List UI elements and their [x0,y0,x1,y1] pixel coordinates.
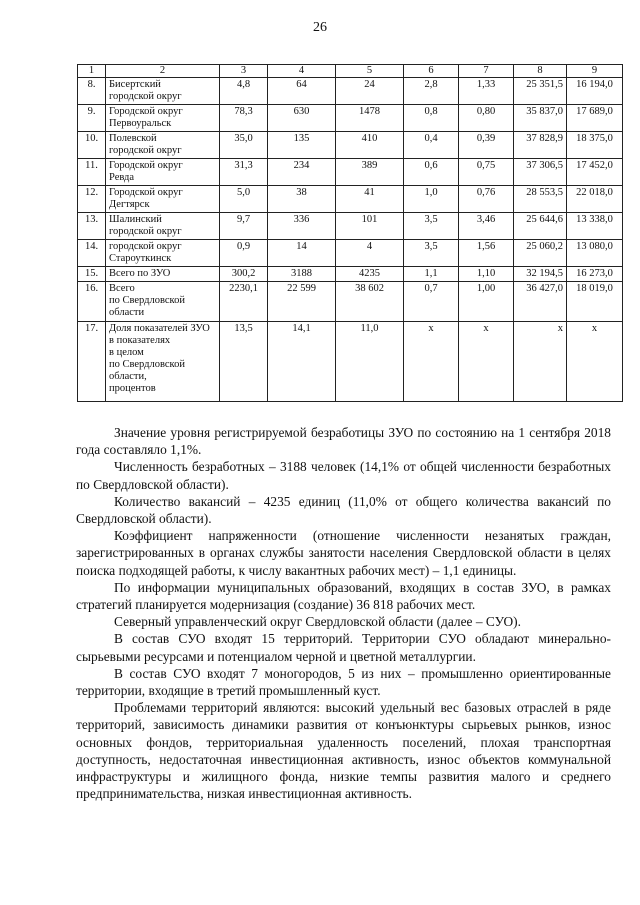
value-cell: 37 828,9 [514,132,567,159]
value-cell: 135 [268,132,336,159]
value-cell: 18 375,0 [567,132,623,159]
value-cell: 0,9 [220,240,268,267]
value-cell: 4235 [336,267,404,282]
value-cell: 18 019,0 [567,282,623,322]
row-number-cell: 13. [78,213,106,240]
row-number-cell: 11. [78,159,106,186]
value-cell: 35 837,0 [514,105,567,132]
table-header-cell: 9 [567,65,623,78]
value-cell: 11,0 [336,322,404,402]
value-cell: 1478 [336,105,404,132]
value-cell: 9,7 [220,213,268,240]
page-number: 26 [313,20,327,35]
table-header-cell: 3 [220,65,268,78]
value-cell: 3,5 [404,213,459,240]
value-cell: 32 194,5 [514,267,567,282]
value-cell: 14,1 [268,322,336,402]
value-cell: 0,80 [459,105,514,132]
value-cell: 22 599 [268,282,336,322]
table-row [78,159,623,186]
value-cell: 17 689,0 [567,105,623,132]
value-cell: 3,5 [404,240,459,267]
value-cell: 17 452,0 [567,159,623,186]
table-row [78,78,623,105]
paragraph: Проблемами территорий являются: высокий удельный вес базовых отраслей в ряде территорий, зависимость динамики развития от конъюнктуры сырьевых рынков, износ основных фондов, территориальная удаленность поселений, плохая транспортная доступность, недостаточная инвестиционная активность, износ объектов коммунальной инфраструктуры и жилищного фонда, низкие темпы развития малого и среднего предпринимательства, низкая инвестиционная активность. [76,700,611,802]
value-cell: 0,8 [404,105,459,132]
value-cell: 13,5 [220,322,268,402]
value-cell: 3188 [268,267,336,282]
table-row [78,132,623,159]
value-cell: 22 018,0 [567,186,623,213]
value-cell: 2230,1 [220,282,268,322]
table-header-cell: 2 [106,65,220,78]
table-header-cell: 4 [268,65,336,78]
value-cell: 5,0 [220,186,268,213]
territory-name-cell: Бисертский городской округ [106,78,220,105]
value-cell: 31,3 [220,159,268,186]
value-cell: 0,39 [459,132,514,159]
value-cell: 14 [268,240,336,267]
table-row [78,322,623,402]
territory-name-cell: Шалинский городской округ [106,213,220,240]
value-cell: 38 [268,186,336,213]
value-cell: 41 [336,186,404,213]
value-cell: 25 060,2 [514,240,567,267]
value-cell: 101 [336,213,404,240]
value-cell: 2,8 [404,78,459,105]
table-header-cell: 7 [459,65,514,78]
value-cell: 16 273,0 [567,267,623,282]
table-body [78,65,623,402]
paragraph: Коэффициент напряженности (отношение численности незанятых граждан, зарегистрированных в органах службы занятости населения Свердловской области в целях поиска подходящей работы, к числу вакантных рабочих мест) – 1,1 единицы. [76,528,611,578]
value-cell: 28 553,5 [514,186,567,213]
territory-name-cell: Городской округ Первоуральск [106,105,220,132]
table-header-cell: 5 [336,65,404,78]
value-cell: x [404,322,459,402]
value-cell: 0,4 [404,132,459,159]
value-cell: 1,1 [404,267,459,282]
territory-name-cell: Городской округ Ревда [106,159,220,186]
territory-name-cell: Доля показателей ЗУО в показателях в целом по Свердловской области, процентов [106,322,220,402]
row-number-cell: 12. [78,186,106,213]
value-cell: 1,10 [459,267,514,282]
value-cell: 24 [336,78,404,105]
value-cell: 0,7 [404,282,459,322]
paragraph: Количество вакансий – 4235 единиц (11,0% от общего количества вакансий по Свердловской области). [76,493,611,527]
value-cell: 3,46 [459,213,514,240]
table-row [78,213,623,240]
territory-name-cell: Городской округ Дегтярск [106,186,220,213]
value-cell: 4,8 [220,78,268,105]
value-cell: x [567,322,623,402]
table-header-cell: 1 [78,65,106,78]
paragraph: В состав СУО входят 7 моногородов, 5 из них – промышленно ориентированные территории, входящие в третий промышленный куст. [76,665,611,699]
value-cell: 0,76 [459,186,514,213]
territory-name-cell: Всего по ЗУО [106,267,220,282]
value-cell: 0,6 [404,159,459,186]
value-cell: 16 194,0 [567,78,623,105]
value-cell: 630 [268,105,336,132]
value-cell: 336 [268,213,336,240]
row-number-cell: 9. [78,105,106,132]
value-cell: 36 427,0 [514,282,567,322]
value-cell: 0,75 [459,159,514,186]
value-cell: 25 351,5 [514,78,567,105]
value-cell: 4 [336,240,404,267]
value-cell: 78,3 [220,105,268,132]
value-cell: 13 080,0 [567,240,623,267]
paragraph: В состав СУО входят 15 территорий. Территории СУО обладают минерально-сырьевыми ресурсами и потенциалом черной и цветной металлургии. [76,631,611,664]
value-cell: 64 [268,78,336,105]
row-number-cell: 16. [78,282,106,322]
table-row [78,240,623,267]
value-cell: x [514,322,567,402]
value-cell: 37 306,5 [514,159,567,186]
territory-name-cell: Всего по Свердловской области [106,282,220,322]
territory-name-cell: Полевской городской округ [106,132,220,159]
table-row [78,282,623,322]
value-cell: 1,00 [459,282,514,322]
row-number-cell: 15. [78,267,106,282]
value-cell: x [459,322,514,402]
value-cell: 13 338,0 [567,213,623,240]
table-row [78,186,623,213]
value-cell: 35,0 [220,132,268,159]
table-header-row [78,65,623,78]
table-header-cell: 8 [514,65,567,78]
value-cell: 300,2 [220,267,268,282]
paragraph: Северный управленческий округ Свердловской области (далее – СУО). [114,614,521,630]
value-cell: 25 644,6 [514,213,567,240]
territory-name-cell: городской округ Староуткинск [106,240,220,267]
value-cell: 1,0 [404,186,459,213]
value-cell: 1,33 [459,78,514,105]
table-row [78,267,623,282]
row-number-cell: 17. [78,322,106,402]
table-header-cell: 6 [404,65,459,78]
value-cell: 389 [336,159,404,186]
row-number-cell: 10. [78,132,106,159]
paragraph: Численность безработных – 3188 человек (14,1% от общей численности безработных по Свердловской области). [76,459,611,492]
value-cell: 38 602 [336,282,404,322]
body-text [76,424,611,802]
value-cell: 410 [336,132,404,159]
paragraph: По информации муниципальных образований, входящих в состав ЗУО, в рамках стратегий планируется модернизация (создание) 36 818 рабочих мест. [76,579,611,613]
value-cell: 1,56 [459,240,514,267]
paragraph: Значение уровня регистрируемой безработицы ЗУО по состоянию на 1 сентября 2018 года составляло 1,1%. [76,425,611,458]
row-number-cell: 8. [78,78,106,105]
row-number-cell: 14. [78,240,106,267]
statistics-table [77,64,623,402]
table-row [78,105,623,132]
value-cell: 234 [268,159,336,186]
